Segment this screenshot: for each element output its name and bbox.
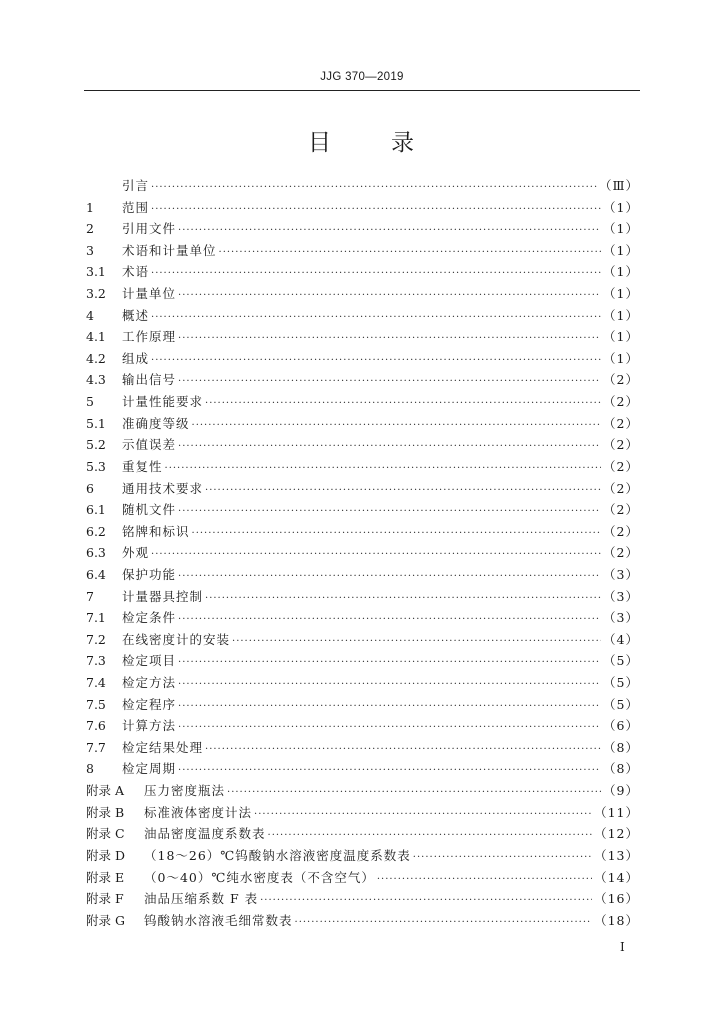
- toc-leader-dots: [413, 852, 592, 863]
- toc-entry-label: 概述: [122, 307, 150, 323]
- toc-entry[interactable]: [86, 651, 639, 673]
- toc-entry-label: 范围: [122, 199, 150, 215]
- toc-entry[interactable]: [86, 846, 639, 868]
- toc-leader-dots: [165, 463, 602, 474]
- toc-leader-dots: [205, 744, 601, 755]
- toc-entry-page: （3）: [603, 566, 639, 582]
- toc-entry-label: 计量性能要求: [122, 394, 204, 410]
- toc-leader-dots: [192, 528, 602, 539]
- toc-entry-label: 引言: [122, 178, 150, 193]
- toc-leader-dots: [192, 420, 602, 431]
- toc-leader-dots: [232, 636, 601, 647]
- toc-entry-number: 4.1: [86, 329, 106, 345]
- toc-entry-label: 工作原理: [122, 329, 177, 345]
- toc-entry[interactable]: [86, 327, 639, 349]
- toc-entry-number: 6.2: [86, 523, 106, 539]
- toc-entry[interactable]: [86, 824, 639, 846]
- title-char-left: 目: [308, 130, 333, 156]
- toc-entry[interactable]: [86, 370, 639, 392]
- toc-entry-number: 附录 E: [86, 869, 125, 885]
- toc-entry-label: 术语和计量单位: [122, 242, 217, 258]
- toc-entry-page: （2）: [603, 480, 639, 496]
- toc-entry-label: 计量单位: [122, 286, 177, 302]
- toc-entry-number: 4: [86, 307, 94, 323]
- toc-entry-page: （11）: [594, 804, 639, 820]
- toc-entry-label: 压力密度瓶法: [144, 783, 226, 799]
- toc-entry[interactable]: [86, 457, 639, 479]
- toc-entry-number: 3: [86, 242, 94, 258]
- toc-entry-page: （3）: [603, 588, 639, 604]
- toc-entry-number: 5.3: [86, 458, 106, 474]
- toc-entry-page: （2）: [603, 394, 639, 410]
- toc-leader-dots: [254, 809, 592, 820]
- toc-entry-page: （2）: [603, 502, 639, 518]
- toc-leader-dots: [178, 441, 601, 452]
- toc-entry-label: 引用文件: [122, 221, 177, 237]
- toc-leader-dots: [178, 571, 601, 582]
- toc-entry[interactable]: [86, 284, 639, 306]
- toc-entry-number: 附录 B: [86, 804, 125, 820]
- toc-entry[interactable]: [86, 803, 639, 825]
- toc-entry-page: （12）: [594, 826, 639, 842]
- toc-entry-page: （2）: [603, 437, 639, 453]
- toc-entry-page: （1）: [603, 199, 639, 215]
- toc-entry[interactable]: [86, 435, 639, 457]
- toc-leader-dots: [151, 312, 601, 323]
- toc-entry[interactable]: [86, 219, 639, 241]
- toc-entry-label: （18～26）℃钨酸钠水溶液密度温度系数表: [144, 847, 411, 863]
- toc-entry[interactable]: [86, 349, 639, 371]
- table-of-contents: [86, 176, 639, 932]
- toc-leader-dots: [178, 657, 601, 668]
- toc-entry[interactable]: [86, 176, 639, 198]
- toc-leader-dots: [227, 787, 601, 798]
- toc-entry-page: （3）: [603, 610, 639, 626]
- toc-entry[interactable]: [86, 889, 639, 911]
- toc-entry-label: 输出信号: [122, 372, 177, 388]
- toc-entry-number: 4.3: [86, 372, 106, 388]
- toc-entry[interactable]: [86, 479, 639, 501]
- toc-entry-page: （1）: [603, 350, 639, 366]
- toc-entry-number: 7.1: [86, 610, 106, 626]
- toc-entry[interactable]: [86, 608, 639, 630]
- toc-entry-page: （2）: [603, 545, 639, 561]
- toc-leader-dots: [151, 355, 601, 366]
- toc-entry-number: 7.4: [86, 675, 106, 691]
- toc-entry[interactable]: [86, 392, 639, 414]
- toc-entry-number: 7.2: [86, 631, 106, 647]
- toc-entry-number: 8: [86, 761, 94, 777]
- toc-entry-number: 附录 C: [86, 826, 125, 842]
- toc-entry[interactable]: [86, 716, 639, 738]
- toc-entry[interactable]: [86, 262, 639, 284]
- toc-entry-number: 7.6: [86, 718, 106, 734]
- toc-entry-number: 3.1: [86, 264, 106, 280]
- toc-entry-page: （13）: [594, 847, 639, 863]
- toc-entry-number: 附录 G: [86, 912, 125, 928]
- toc-entry[interactable]: [86, 500, 639, 522]
- toc-leader-dots: [205, 485, 601, 496]
- toc-leader-dots: [268, 830, 593, 841]
- toc-entry-number: 6.1: [86, 502, 106, 518]
- toc-leader-dots: [151, 268, 601, 279]
- toc-entry-label: 计量器具控制: [122, 588, 204, 604]
- toc-leader-dots: [151, 204, 601, 215]
- toc-entry-number: 5.2: [86, 437, 106, 453]
- toc-leader-dots: [178, 701, 601, 712]
- toc-entry-number: 4.2: [86, 350, 106, 366]
- toc-leader-dots: [178, 679, 601, 690]
- toc-leader-dots: [178, 333, 601, 344]
- toc-entry-label: 组成: [122, 350, 150, 366]
- toc-entry-page: （5）: [603, 675, 639, 691]
- toc-entry-number: 6.3: [86, 545, 106, 561]
- toc-entry-label: 检定结果处理: [122, 739, 204, 755]
- toc-entry[interactable]: [86, 306, 639, 328]
- toc-entry-number: 3.2: [86, 286, 106, 302]
- toc-entry-page: （1）: [603, 307, 639, 323]
- toc-entry-label: 标准液体密度计法: [144, 804, 253, 820]
- toc-entry-number: 7: [86, 588, 94, 604]
- toc-leader-dots: [205, 593, 601, 604]
- toc-entry-page: （Ⅲ）: [598, 178, 639, 193]
- toc-leader-dots: [219, 247, 602, 258]
- toc-entry-number: 1: [86, 199, 94, 215]
- toc-entry-page: （9）: [603, 783, 639, 799]
- toc-entry[interactable]: [86, 587, 639, 609]
- toc-entry-page: （16）: [594, 891, 639, 907]
- toc-entry-page: （8）: [603, 761, 639, 777]
- toc-entry-page: （18）: [594, 912, 639, 928]
- toc-entry-label: 示值误差: [122, 437, 177, 453]
- toc-leader-dots: [205, 398, 601, 409]
- toc-entry-label: （0～40）℃纯水密度表（不含空气）: [144, 869, 375, 885]
- toc-entry-page: （2）: [603, 372, 639, 388]
- toc-entry-label: 检定程序: [122, 696, 177, 712]
- toc-entry-page: （1）: [603, 264, 639, 280]
- toc-leader-dots: [178, 290, 601, 301]
- header-rule: [84, 90, 640, 91]
- toc-entry-number: 附录 A: [86, 783, 125, 799]
- toc-entry-label: 在线密度计的安装: [122, 631, 231, 647]
- toc-leader-dots: [295, 917, 593, 928]
- toc-entry-number: 7.5: [86, 696, 106, 712]
- toc-entry-page: （8）: [603, 739, 639, 755]
- toc-entry[interactable]: [86, 781, 639, 803]
- toc-entry-label: 检定方法: [122, 675, 177, 691]
- toc-entry-page: （5）: [603, 696, 639, 712]
- toc-entry-number: 5.1: [86, 415, 106, 431]
- toc-entry[interactable]: [86, 565, 639, 587]
- toc-leader-dots: [178, 225, 601, 236]
- toc-entry[interactable]: [86, 759, 639, 781]
- toc-leader-dots: [178, 614, 601, 625]
- toc-entry-label: 外观: [122, 545, 150, 561]
- toc-entry-number: 5: [86, 394, 94, 410]
- document-code-header: JJG 370—2019: [320, 71, 404, 83]
- toc-entry[interactable]: [86, 543, 639, 565]
- toc-entry[interactable]: [86, 673, 639, 695]
- toc-entry-page: （5）: [603, 653, 639, 669]
- toc-entry-page: （1）: [603, 242, 639, 258]
- toc-leader-dots: [178, 765, 601, 776]
- toc-entry-label: 准确度等级: [122, 415, 190, 431]
- toc-entry-label: 保护功能: [122, 566, 177, 582]
- toc-entry-page: （6）: [603, 718, 639, 734]
- toc-entry-label: 铭牌和标识: [122, 523, 190, 539]
- toc-entry-number: 6.4: [86, 566, 106, 582]
- toc-entry-page: （1）: [603, 286, 639, 302]
- toc-entry-page: （2）: [603, 523, 639, 539]
- toc-leader-dots: [151, 182, 597, 193]
- toc-entry[interactable]: [86, 241, 639, 263]
- toc-entry-page: （14）: [594, 869, 639, 885]
- toc-entry-label: 通用技术要求: [122, 480, 204, 496]
- toc-entry-number: 2: [86, 221, 94, 237]
- toc-entry-page: （1）: [603, 329, 639, 345]
- toc-entry-page: （4）: [603, 631, 639, 647]
- toc-entry[interactable]: [86, 414, 639, 436]
- toc-entry-page: （2）: [603, 415, 639, 431]
- page-title: [0, 124, 724, 157]
- toc-leader-dots: [178, 376, 601, 387]
- toc-entry-label: 检定周期: [122, 761, 177, 777]
- toc-leader-dots: [151, 549, 601, 560]
- toc-leader-dots: [260, 895, 592, 906]
- toc-entry-label: 随机文件: [122, 502, 177, 518]
- toc-entry[interactable]: [86, 738, 639, 760]
- toc-entry-label: 术语: [122, 264, 150, 280]
- toc-entry-label: 计算方法: [122, 718, 177, 734]
- toc-entry[interactable]: [86, 868, 639, 890]
- toc-entry-number: 附录 F: [86, 891, 124, 907]
- toc-entry-number: 7.3: [86, 653, 106, 669]
- toc-leader-dots: [178, 722, 601, 733]
- toc-entry[interactable]: [86, 522, 639, 544]
- toc-entry-number: 附录 D: [86, 847, 125, 863]
- toc-entry[interactable]: [86, 695, 639, 717]
- toc-entry-label: 重复性: [122, 458, 163, 474]
- toc-entry-page: （2）: [603, 458, 639, 474]
- toc-entry[interactable]: [86, 911, 639, 933]
- toc-leader-dots: [178, 506, 601, 517]
- toc-entry-label: 油品压缩系数 F 表: [144, 891, 259, 907]
- toc-entry-label: 检定条件: [122, 610, 177, 626]
- page-number: Ⅰ: [620, 940, 625, 954]
- toc-entry-page: （1）: [603, 221, 639, 237]
- toc-entry[interactable]: [86, 630, 639, 652]
- toc-entry-label: 检定项目: [122, 653, 177, 669]
- toc-entry[interactable]: [86, 198, 639, 220]
- toc-entry-number: 7.7: [86, 739, 106, 755]
- toc-leader-dots: [377, 874, 592, 885]
- toc-entry-label: 钨酸钠水溶液毛细常数表: [144, 912, 293, 928]
- toc-entry-number: 6: [86, 480, 94, 496]
- toc-entry-label: 油品密度温度系数表: [144, 826, 266, 842]
- title-char-right: 录: [391, 130, 416, 156]
